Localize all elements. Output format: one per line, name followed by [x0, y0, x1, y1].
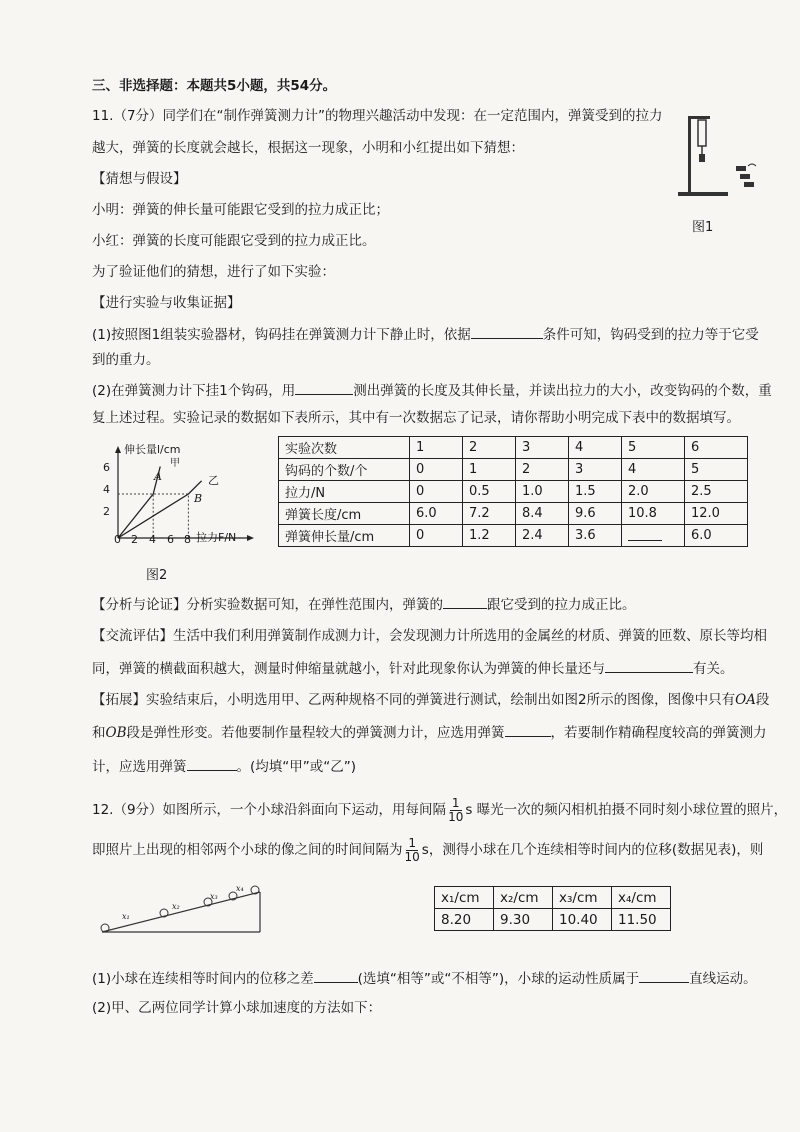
- q11-evaluation-b: 有关。: [693, 661, 734, 677]
- experiment-table-cell: 0: [410, 459, 463, 481]
- y-axis-arrow: [115, 446, 121, 453]
- label-jia: 甲: [170, 458, 180, 469]
- experiment-table-cell: 弹簧伸长量/cm: [279, 525, 410, 547]
- q11-step1: [92, 324, 759, 345]
- q11-extension-f: 。(均填“甲”或“乙”): [236, 759, 357, 775]
- experiment-table-cell: 1.5: [569, 481, 622, 503]
- incline-x3: x₃: [210, 892, 218, 901]
- experiment-table-cell: 9.6: [569, 503, 622, 525]
- experiment-table-cell: 实验次数: [279, 437, 410, 459]
- xtick-6: 6: [167, 533, 174, 546]
- answer-blank-table[interactable]: [628, 526, 662, 541]
- ytick-4: 4: [103, 483, 110, 496]
- displacement-table-cell: 10.40: [553, 909, 612, 931]
- q11-extension-oa: OA: [735, 692, 756, 708]
- q11-extension-cont: [92, 722, 767, 743]
- figure-1-caption: 图1: [692, 220, 714, 235]
- experiment-table-cell: 3: [516, 437, 569, 459]
- weight-stack: [736, 164, 756, 187]
- experiment-table-cell: 2.0: [622, 481, 685, 503]
- q12-line2: [92, 832, 763, 868]
- answer-blank-1[interactable]: [471, 324, 543, 339]
- figure-2-caption: 图2: [146, 568, 168, 583]
- q11-step1-cont: 到的重力。: [92, 352, 160, 368]
- q11-line1: 11.（7分）同学们在“制作弹簧测力计”的物理兴趣活动中发现：在一定范围内，弹簧受到的拉力: [92, 108, 663, 124]
- graph-ylabel: 伸长量l/cm: [124, 443, 181, 456]
- q12-line1: [92, 792, 787, 828]
- experiment-table-cell: 2: [516, 459, 569, 481]
- answer-blank-8[interactable]: [639, 968, 689, 983]
- displacement-table-cell: x₃/cm: [553, 887, 612, 909]
- experiment-table-cell: 4: [622, 459, 685, 481]
- incline-diagram: [96, 880, 271, 940]
- experiment-table-cell: 2.5: [685, 481, 748, 503]
- experiment-table-row: [279, 503, 748, 525]
- fraction-numerator: 1: [451, 795, 460, 810]
- q12-line2-b: s，测得小球在几个连续相等时间内的位移(数据见表)，则: [421, 842, 764, 858]
- point-B-label: B: [194, 492, 203, 505]
- experiment-table-cell: 拉力/N: [279, 481, 410, 503]
- displacement-table-cell: 9.30: [494, 909, 553, 931]
- stand-pole: [688, 116, 691, 196]
- experiment-table-cell: 2: [463, 437, 516, 459]
- displacement-table-cell: x₂/cm: [494, 887, 553, 909]
- q11-analysis: [92, 594, 636, 615]
- graph-xlabel: 拉力F/N: [196, 531, 237, 544]
- label-yi: 乙: [208, 474, 219, 487]
- section-heading: 三、非选择题：本题共5小题，共54分。: [92, 78, 337, 94]
- answer-blank-7[interactable]: [314, 968, 358, 983]
- series-yi-line: [118, 481, 202, 538]
- q11-extension-end: [92, 756, 356, 777]
- q11-extension-a: 【拓展】实验结束后，小明选用甲、乙两种规格不同的弹簧进行测试，绘制出如图2所示的图像，图像中只有: [92, 692, 736, 708]
- experiment-table-cell: 0.5: [463, 481, 516, 503]
- q11-step2: [92, 380, 772, 401]
- q11-evaluation-a: 同，弹簧的横截面积越大，测量时伸缩量就越小，针对此现象你认为弹簧的伸长量还与: [92, 661, 605, 677]
- q11-evaluation: 【交流评估】生活中我们利用弹簧制作成测力计，会发现测力计所选用的金属丝的材质、弹簧的匝数、原长等均相: [92, 628, 767, 644]
- ytick-6: 6: [103, 461, 110, 474]
- q12-line2-a: 即照片上出现的相邻两个小球的像之间的时间间隔为: [92, 842, 403, 858]
- fraction-denominator-2: 10: [404, 849, 420, 864]
- experiment-table-cell: 1: [410, 437, 463, 459]
- experiment-table-cell: 2.4: [516, 525, 569, 547]
- experiment-table-cell: 1.0: [516, 481, 569, 503]
- fraction-numerator-2: 1: [408, 835, 416, 850]
- experiment-table-cell: 4: [569, 437, 622, 459]
- xtick-4: 4: [149, 533, 156, 546]
- xtick-0: 0: [114, 533, 121, 546]
- xtick-8: 8: [184, 533, 191, 546]
- q11-line2: 越大，弹簧的长度就会越长，根据这一现象，小明和小红提出如下猜想：: [92, 140, 524, 156]
- q12-part1-c: 直线运动。: [689, 971, 757, 987]
- experiment-table-cell: 3.6: [569, 525, 622, 547]
- figure-1-apparatus: [670, 108, 770, 198]
- q12-part2: (2)甲、乙两位同学计算小球加速度的方法如下：: [92, 1000, 382, 1016]
- q11-step1-a: (1)按照图1组装实验器材，钩码挂在弹簧测力计下静止时，依据: [92, 327, 471, 343]
- hook-weight: [699, 154, 705, 162]
- stand-base: [678, 192, 728, 196]
- q11-extension: [92, 690, 769, 710]
- spring-scale: [698, 120, 706, 146]
- q11-extension-ob: OB: [105, 725, 127, 741]
- displacement-table-cell: x₄/cm: [612, 887, 671, 909]
- experiment-table: [278, 436, 748, 547]
- q12-part1-a: (1)小球在连续相等时间内的位移之差: [92, 971, 314, 987]
- experiment-table-row: [279, 437, 748, 459]
- q11-extension-d: ，若要制作精确程度较高的弹簧测力: [550, 725, 767, 741]
- q11-evaluation-cont: [92, 658, 734, 679]
- experiment-table-cell: 弹簧长度/cm: [279, 503, 410, 525]
- experiment-table-cell: 0: [410, 525, 463, 547]
- x-axis-arrow: [247, 535, 254, 541]
- experiment-table-cell: 钩码的个数/个: [279, 459, 410, 481]
- experiment-table-cell: 12.0: [685, 503, 748, 525]
- q11-xiaohong: 小红：弹簧的长度可能跟它受到的拉力成正比。: [92, 233, 376, 249]
- experiment-table-cell: 5: [622, 437, 685, 459]
- q11-xiaoming: 小明：弹簧的伸长量可能跟它受到的拉力成正比；: [92, 202, 389, 218]
- incline-x1: x₁: [122, 912, 130, 921]
- displacement-table-row: [435, 887, 671, 909]
- q11-step2-b: 测出弹簧的长度及其伸长量，并读出拉力的大小，改变钩码的个数，重: [353, 383, 772, 399]
- displacement-table-row: [435, 909, 671, 931]
- incline-x4: x₄: [236, 884, 244, 893]
- q11-step2-cont: 复上述过程。实验记录的数据如下表所示，其中有一次数据忘了记录，请你帮助小明完成下表中的数据填写。: [92, 410, 740, 426]
- experiment-table-cell: 3: [569, 459, 622, 481]
- q11-step2-a: (2)在弹簧测力计下挂1个钩码，用: [92, 383, 296, 399]
- q11-analysis-a: 【分析与论证】分析实验数据可知，在弹性范围内，弹簧的: [92, 597, 443, 613]
- q11-extension-he: 和: [92, 725, 106, 741]
- answer-blank-2[interactable]: [295, 380, 353, 395]
- answer-blank-4[interactable]: [605, 658, 693, 673]
- displacement-table: [434, 886, 671, 931]
- q11-extension-c: 段是弹性形变。若他要制作量程较大的弹簧测力计，应选用弹簧: [126, 725, 505, 741]
- experiment-table-cell: 10.8: [622, 503, 685, 525]
- q11-intro-experiment: 为了验证他们的猜想，进行了如下实验：: [92, 264, 335, 280]
- point-A-label: A: [154, 470, 162, 483]
- experiment-table-cell: 6.0: [410, 503, 463, 525]
- fraction-one-tenth-2: [405, 837, 420, 864]
- q12-line1-b: s 曝光一次的频闪相机拍摄不同时刻小球位置的照片，: [465, 802, 788, 818]
- experiment-table-cell: 1.2: [463, 525, 516, 547]
- q11-extension-b: 段: [755, 692, 770, 708]
- experiment-table-cell: 7.2: [463, 503, 516, 525]
- displacement-table-cell: 11.50: [612, 909, 671, 931]
- experiment-table-row: [279, 459, 748, 481]
- displacement-table-cell: 8.20: [435, 909, 494, 931]
- answer-blank-6[interactable]: [187, 756, 237, 771]
- xtick-2: 2: [131, 533, 138, 546]
- fraction-one-tenth: [448, 797, 463, 824]
- experiment-table-row: [279, 525, 748, 547]
- experiment-table-cell: 1: [463, 459, 516, 481]
- q11-extension-e: 计，应选用弹簧: [92, 759, 187, 775]
- q11-step1-b: 条件可知，钩码受到的拉力等于它受: [542, 327, 759, 343]
- experiment-table-row: [279, 481, 748, 503]
- q11-analysis-b: 跟它受到的拉力成正比。: [487, 597, 636, 613]
- incline-x2: x₂: [172, 902, 180, 911]
- experiment-table-cell: 6: [685, 437, 748, 459]
- q12-part1: [92, 968, 757, 989]
- displacement-table-cell: x₁/cm: [435, 887, 494, 909]
- q11-heading-experiment: 【进行实验与收集证据】: [92, 295, 241, 311]
- q11-heading-hypothesis: 【猜想与假设】: [92, 171, 187, 187]
- answer-blank-3[interactable]: [443, 594, 487, 609]
- experiment-table-cell: 5: [685, 459, 748, 481]
- experiment-table-cell: 6.0: [685, 525, 748, 547]
- fraction-denominator: 10: [448, 809, 464, 824]
- experiment-table-cell: 0: [410, 481, 463, 503]
- answer-blank-5[interactable]: [505, 722, 551, 737]
- experiment-table-cell: 8.4: [516, 503, 569, 525]
- stand-arm: [688, 116, 710, 119]
- q12-part1-b: (选填“相等”或“不相等”)，小球的运动性质属于: [357, 971, 640, 987]
- q12-line1-a: 12.（9分）如图所示，一个小球沿斜面向下运动，用每间隔: [92, 802, 447, 818]
- ytick-2: 2: [103, 505, 110, 518]
- experiment-table-cell: [622, 525, 685, 547]
